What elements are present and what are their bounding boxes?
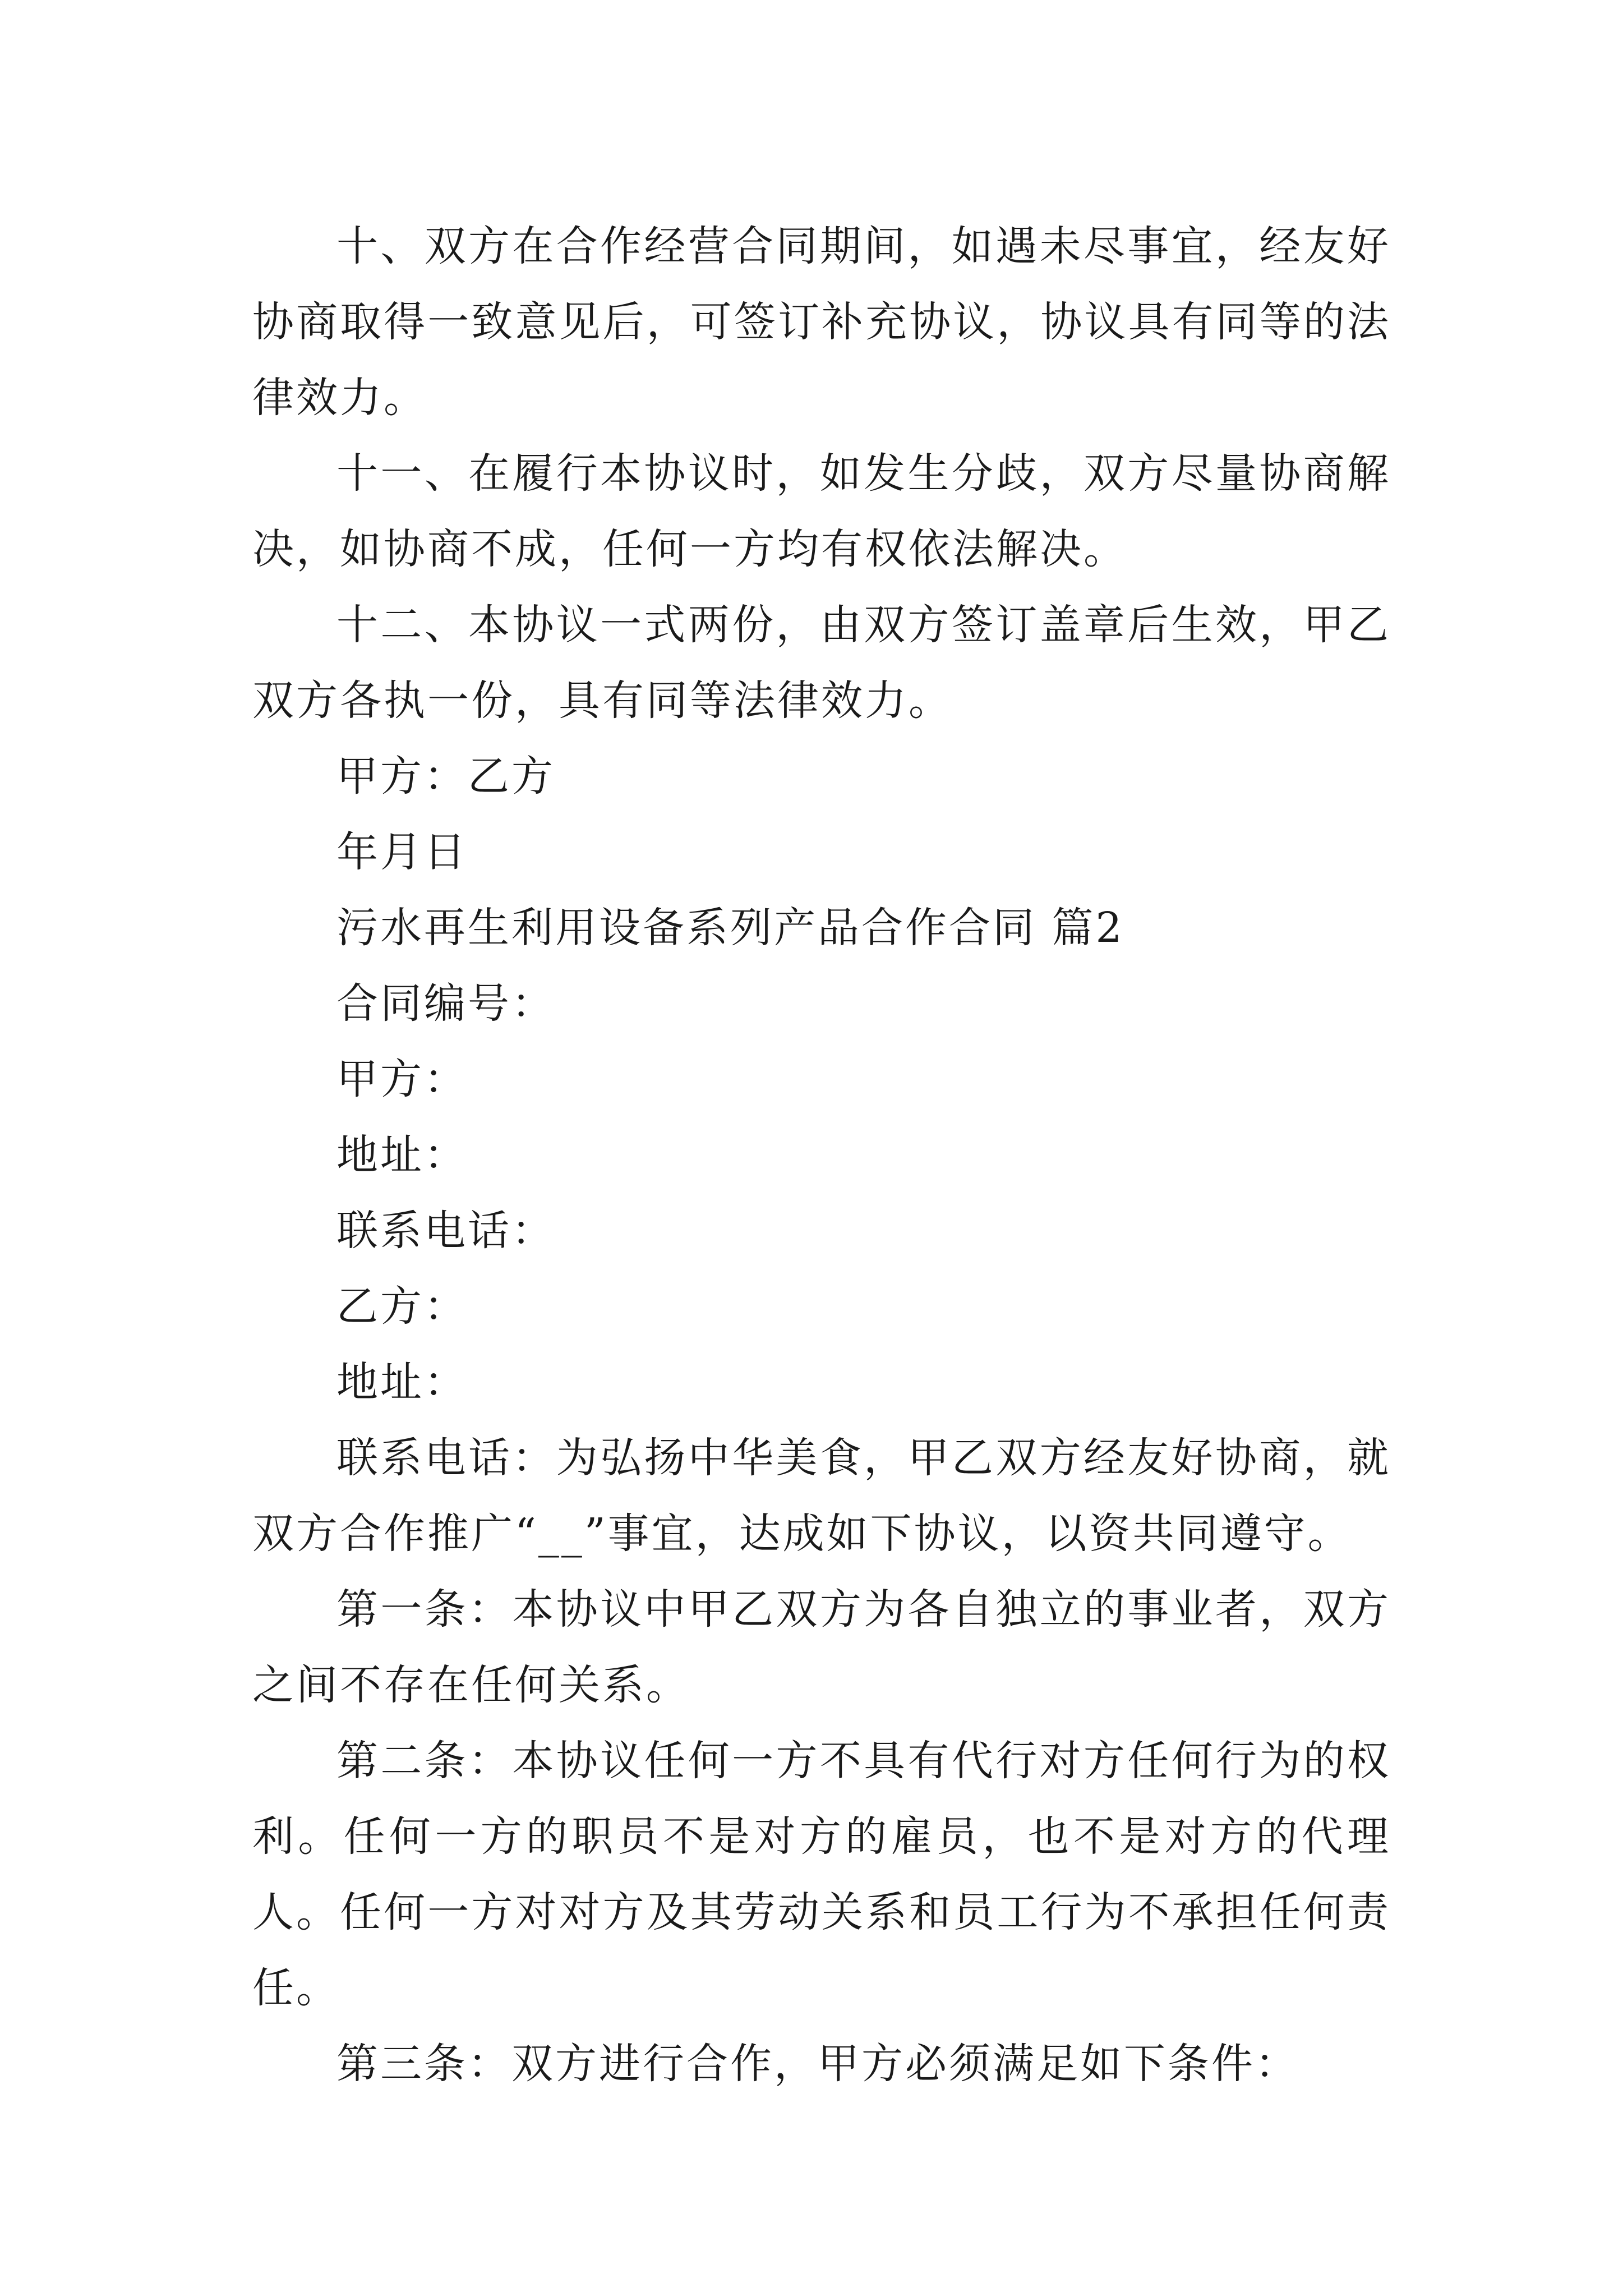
party-a-field: 甲方：: [336, 1055, 468, 1103]
contract-number-field: 合同编号：: [336, 979, 555, 1028]
document-body: [252, 209, 1391, 2102]
party-b-field: 乙方：: [336, 1282, 468, 1331]
article-two: 第二条：本协议任何一方不具有代行对方任何行为的权利。任何一方的职员不是对方的雇员，也不是对方的代理人。任何一方对对方及其劳动关系和员工行为不承担任何责任。: [252, 1737, 1391, 2012]
article-three: 第三条：双方进行合作，甲方必须满足如下条件：: [336, 2040, 1299, 2088]
signature-parties-line: 甲方：乙方: [336, 752, 555, 800]
party-a-address-field: 地址：: [336, 1131, 468, 1179]
clause-ten: 十、双方在合作经营合同期间，如遇未尽事宜，经友好协商取得一致意见后，可签订补充协议，协议具有同等的法律效力。: [252, 222, 1391, 422]
date-line: 年月日: [336, 828, 468, 876]
clause-twelve: 十二、本协议一式两份，由双方签订盖章后生效，甲乙双方各执一份，具有同等法律效力。: [252, 601, 1391, 725]
section-heading: 污水再生利用设备系列产品合作合同 篇2: [336, 904, 1124, 952]
party-a-phone-field: 联系电话：: [336, 1207, 555, 1255]
party-b-address-field: 地址：: [336, 1358, 468, 1406]
article-one: 第一条：本协议中甲乙双方为各自独立的事业者，双方之间不存在任何关系。: [252, 1585, 1391, 1709]
clause-eleven: 十一、在履行本协议时，如发生分歧，双方尽量协商解决，如协商不成，任何一方均有权依法解决。: [252, 449, 1391, 573]
party-b-phone-and-preamble: 联系电话：为弘扬中华美食，甲乙双方经友好协商，就双方合作推广“__”事宜，达成如下协议，以资共同遵守。: [252, 1434, 1391, 1558]
